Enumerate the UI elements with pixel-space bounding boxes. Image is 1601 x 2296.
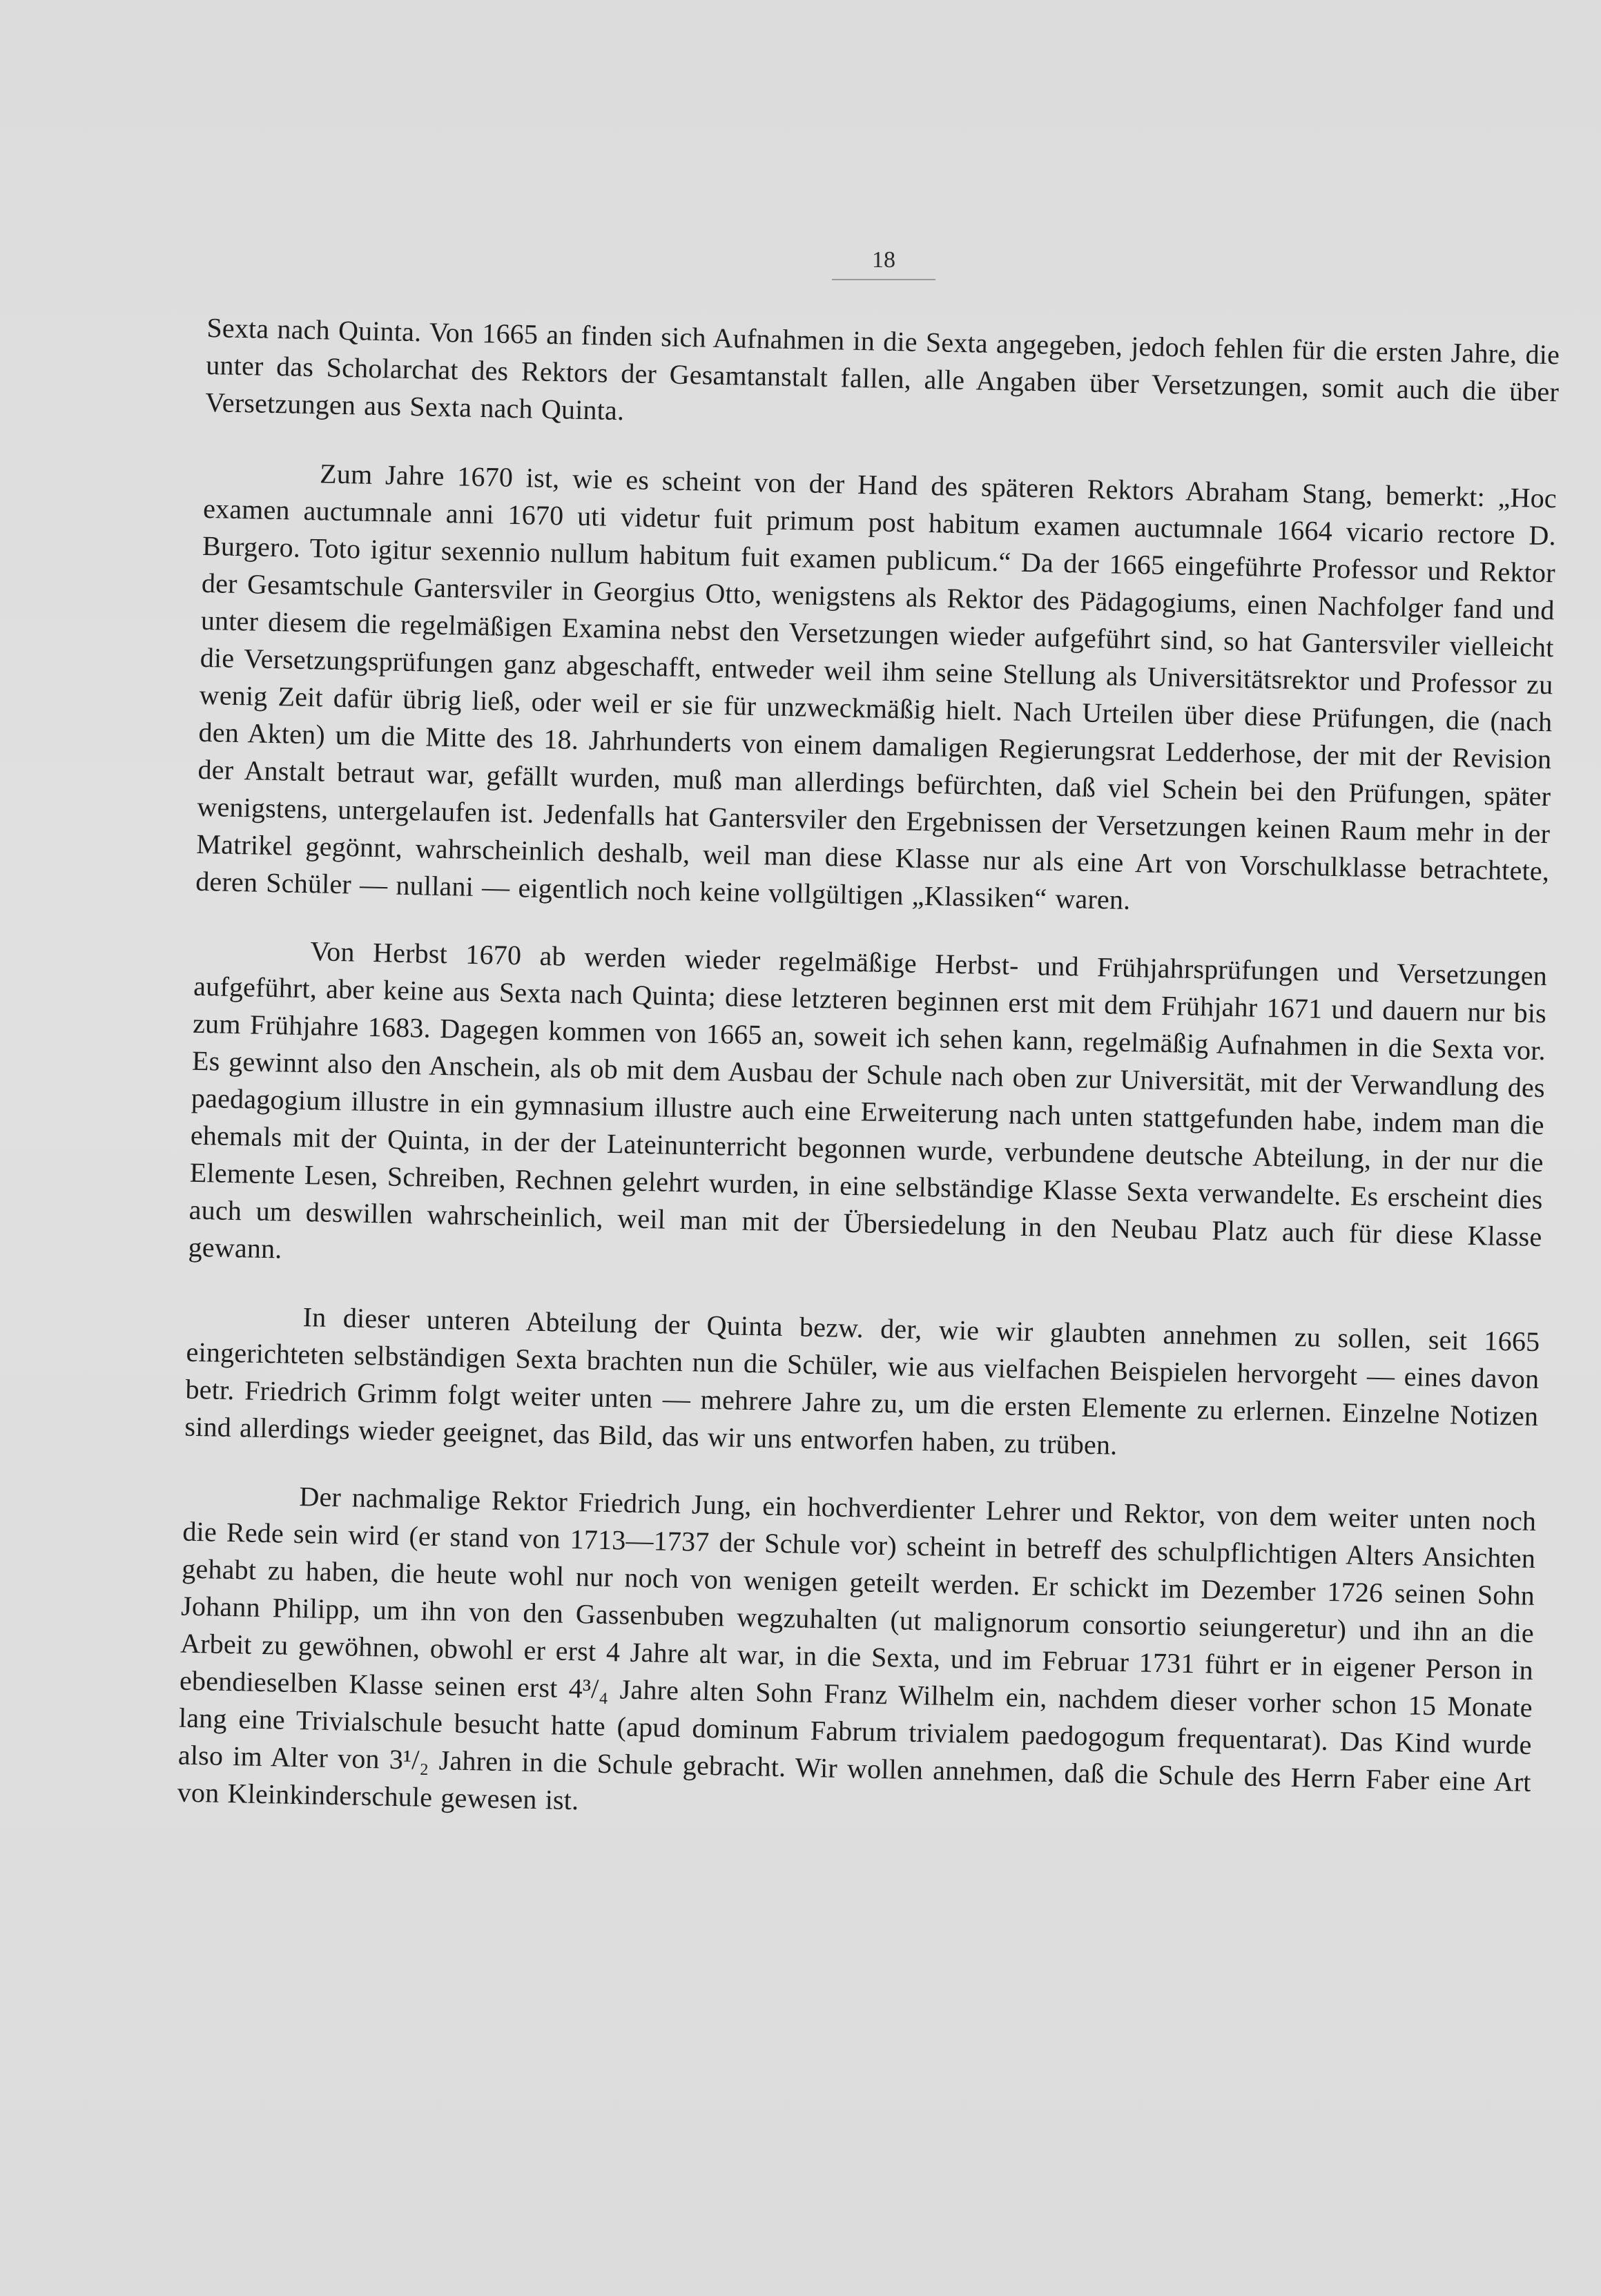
paragraph-4: In dieser unteren Abteilung der Quinta bezw. der, wie wir glaubten annehmen zu sollen, seit 1665 eingerichteten selbständigen Sexta brachten nun die Schüler, wie aus vielfachen Beispielen hervorgeht — eines davon betr. Friedrich Grimm folgt weiter unten — mehrere Jahre zu, um die ersten Elemente zu erlernen. Einzelne Notizen sind allerdings wieder geeignet, das Bild, das wir uns entworfen haben, zu trüben.: [184, 1301, 1540, 1461]
page-number-rule: [832, 279, 935, 280]
page-header: [828, 247, 939, 280]
paragraph-1: Sexta nach Quinta. Von 1665 an finden sich Aufnahmen in die Sexta angegeben, jedoch fehlen für die ersten Jahre, die unter das Scholarchat des Rektors der Gesamtanstalt fallen, alle Angaben über Versetzungen, somit auch die über Versetzungen aus Sexta nach Quinta.: [204, 311, 1560, 427]
page-number: 18: [872, 247, 895, 273]
paragraph-3: Von Herbst 1670 ab werden wieder regelmäßige Herbst- und Frühjahrsprüfungen und Versetzungen aufgeführt, aber keine aus Sexta nach Quinta; diese letzteren beginnen erst mit dem Frühjahr 1671 und dauern nur bis zum Frühjahre 1683. Dagegen kommen von 1665 an, soweit ich sehen kann, regelmäßig Aufnahmen in die Sexta vor. Es gewinnt also den Anschein, als ob mit dem Ausbau der Schule nach oben zur Universität, mit der Verwandlung des paedagogium illustre in ein gymnasium illustre auch eine Erweiterung nach unten stattgefunden habe, indem man die ehemals mit der Quinta, in der der Lateinunterricht begonnen wurde, verbundene deutsche Abteilung, in der nur die Elemente Lesen, Schreiben, Rechnen gelehrt wurden, in eine selbständige Klasse Sexta verwandelte. Es erscheint dies auch um deswillen wahrscheinlich, weil man mit der Übersiedelung in den Neubau Platz auch für diese Klasse gewann.: [188, 935, 1548, 1265]
paragraph-5: Der nachmalige Rektor Friedrich Jung, ein hochverdienter Lehrer und Rektor, von dem weiter unten noch die Rede sein wird (er stand von 1713—1737 der Schule vor) scheint in betreff des schulpflichtigen Alters Ansichten gehabt zu haben, die heute wohl nur noch von wenigen geteilt werden. Er schickt im Dezember 1726 seinen Sohn Johann Philipp, um ihn von den Gassenbuben wegzuhalten (ut malignorum consortio seiungeretur) und ihn an die Arbeit zu gewöhnen, obwohl er erst 4 Jahre alt war, in die Sexta, und im Februar 1731 führt er in eigener Person in ebendieselben Klasse seinen erst 4³/₄ Jahre alten Sohn Franz Wilhelm ein, nachdem dieser vorher schon 15 Monate lang eine Trivialschule besucht hatte (apud dominum Fabrum trivialem paedogogum frequentarat). Das Kind wurde also im Alter von 3¹/₂ Jahren in die Schule gebracht. Wir wollen annehmen, daß die Schule des Herrn Faber eine Art von Kleinkinderschule gewesen ist.: [177, 1481, 1537, 1816]
body-text: [176, 309, 1560, 1869]
paragraph-2: Zum Jahre 1670 ist, wie es scheint von der Hand des späteren Rektors Abraham Stang, bemerkt: „Hoc examen auctumnale anni 1670 uti videtur fuit primum post habitum examen auctumnale 1664 vicario rectore D. Burgero. Toto igitur sexennio nullum habitum fuit examen publicum.“ Da der 1665 eingeführte Professor und Rektor der Gesamtschule Gantersviler in Georgius Otto, wenigstens als Rektor des Pädagogiums, einen Nachfolger fand und unter diesem die regelmäßigen Examina nebst den Versetzungen wieder aufgeführt sind, so hat Gantersviler vielleicht die Versetzungsprüfungen ganz abgeschafft, entweder weil ihm seine Stellung als Universitätsrektor und Professor zu wenig Zeit dafür übrig ließ, oder weil er sie für unzweckmäßig hielt. Nach Urteilen über diese Prüfungen, die (nach den Akten) um die Mitte des 18. Jahrhunderts von einem damaligen Regierungsrat Ledderhose, der mit der Revision der Anstalt betraut war, gefällt wurden, muß man allerdings befürchten, daß viel Schein bei den Prüfungen, später wenigstens, untergelaufen ist. Jedenfalls hat Gantersviler den Ergebnissen der Versetzungen keinen Raum mehr in der Matrikel gegönnt, wahrscheinlich deshalb, weil man diese Klasse nur als eine Art von Vorschulklasse betrachtete, deren Schüler — nullani — eigentlich noch keine vollgültigen „Klassiken“ waren.: [195, 458, 1558, 916]
